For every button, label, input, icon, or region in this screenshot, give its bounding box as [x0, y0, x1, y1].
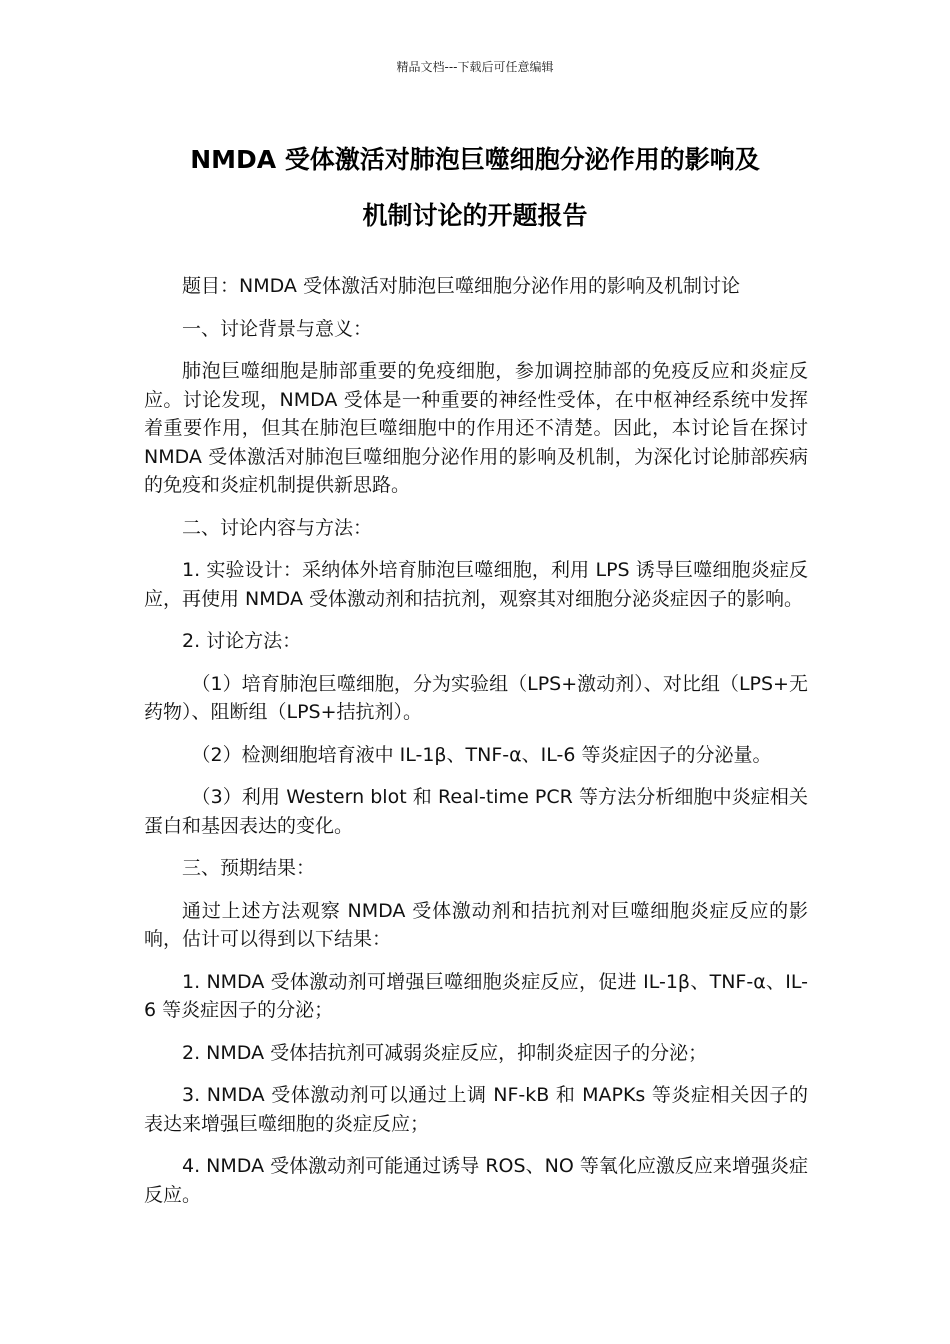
section-heading-content-methods: 二、讨论内容与方法： — [182, 516, 373, 539]
result-item-1: 1. NMDA 受体激动剂可增强巨噬细胞炎症反应，促进 IL-1β、TNF-α、IL-6 等炎症因子的分泌； — [144, 970, 808, 1021]
document-body — [144, 272, 808, 1223]
method-item-2: （2）检测细胞培育液中 IL-1β、TNF-α、IL-6 等炎症因子的分泌量。 — [191, 743, 772, 766]
method-item-3: （3）利用 Western blot 和 Real-time PCR 等方法分析细胞中炎症相关蛋白和基因表达的变化。 — [144, 786, 808, 837]
result-item-3: 3. NMDA 受体激动剂可以通过上调 NF-kB 和 MAPKs 等炎症相关因子的表达来增强巨噬细胞的炎症反应； — [144, 1084, 808, 1135]
document-title-line-2: 机制讨论的开题报告 — [362, 201, 588, 230]
section-heading-expected-results: 三、预期结果： — [182, 857, 316, 879]
result-item-4: 4. NMDA 受体激动剂可能通过诱导 ROS、NO 等氧化应激反应来增强炎症反应。 — [144, 1155, 808, 1206]
methods-heading: 2. 讨论方法： — [182, 630, 302, 652]
header-note: 精品文档---下载后可任意编辑 — [396, 60, 554, 74]
document-title-line-1: NMDA 受体激活对肺泡巨噬细胞分泌作用的影响及 — [190, 145, 760, 174]
background-paragraph: 肺泡巨噬细胞是肺部重要的免疫细胞，参加调控肺部的免疫反应和炎症反应。讨论发现，NMDA 受体是一种重要的神经性受体，在中枢神经系统中发挥着重要作用，但其在肺泡巨噬细胞中的作用还不清楚。因此，本讨论旨在探讨 NMDA 受体激活对肺泡巨噬细胞分泌作用的影响及机制，为深化讨论肺部疾病的免疫和炎症机制提供新思路。 — [144, 360, 808, 496]
section-heading-background: 一、讨论背景与意义： — [182, 317, 373, 340]
result-item-2: 2. NMDA 受体拮抗剂可减弱炎症反应，抑制炎症因子的分泌； — [182, 1041, 708, 1064]
topic-line: 题目：NMDA 受体激活对肺泡巨噬细胞分泌作用的影响及机制讨论 — [182, 275, 740, 297]
experiment-design-paragraph: 1. 实验设计：采纳体外培育肺泡巨噬细胞，利用 LPS 诱导巨噬细胞炎症反应，再使用 NMDA 受体激动剂和拮抗剂，观察其对细胞分泌炎症因子的影响。 — [144, 559, 808, 610]
expected-results-intro: 通过上述方法观察 NMDA 受体激动剂和拮抗剂对巨噬细胞炎症反应的影响，估计可以得到以下结果： — [144, 899, 808, 950]
method-item-1: （1）培育肺泡巨噬细胞，分为实验组（LPS+激动剂）、对比组（LPS+无药物）、阻断组（LPS+拮抗剂）。 — [144, 672, 808, 723]
